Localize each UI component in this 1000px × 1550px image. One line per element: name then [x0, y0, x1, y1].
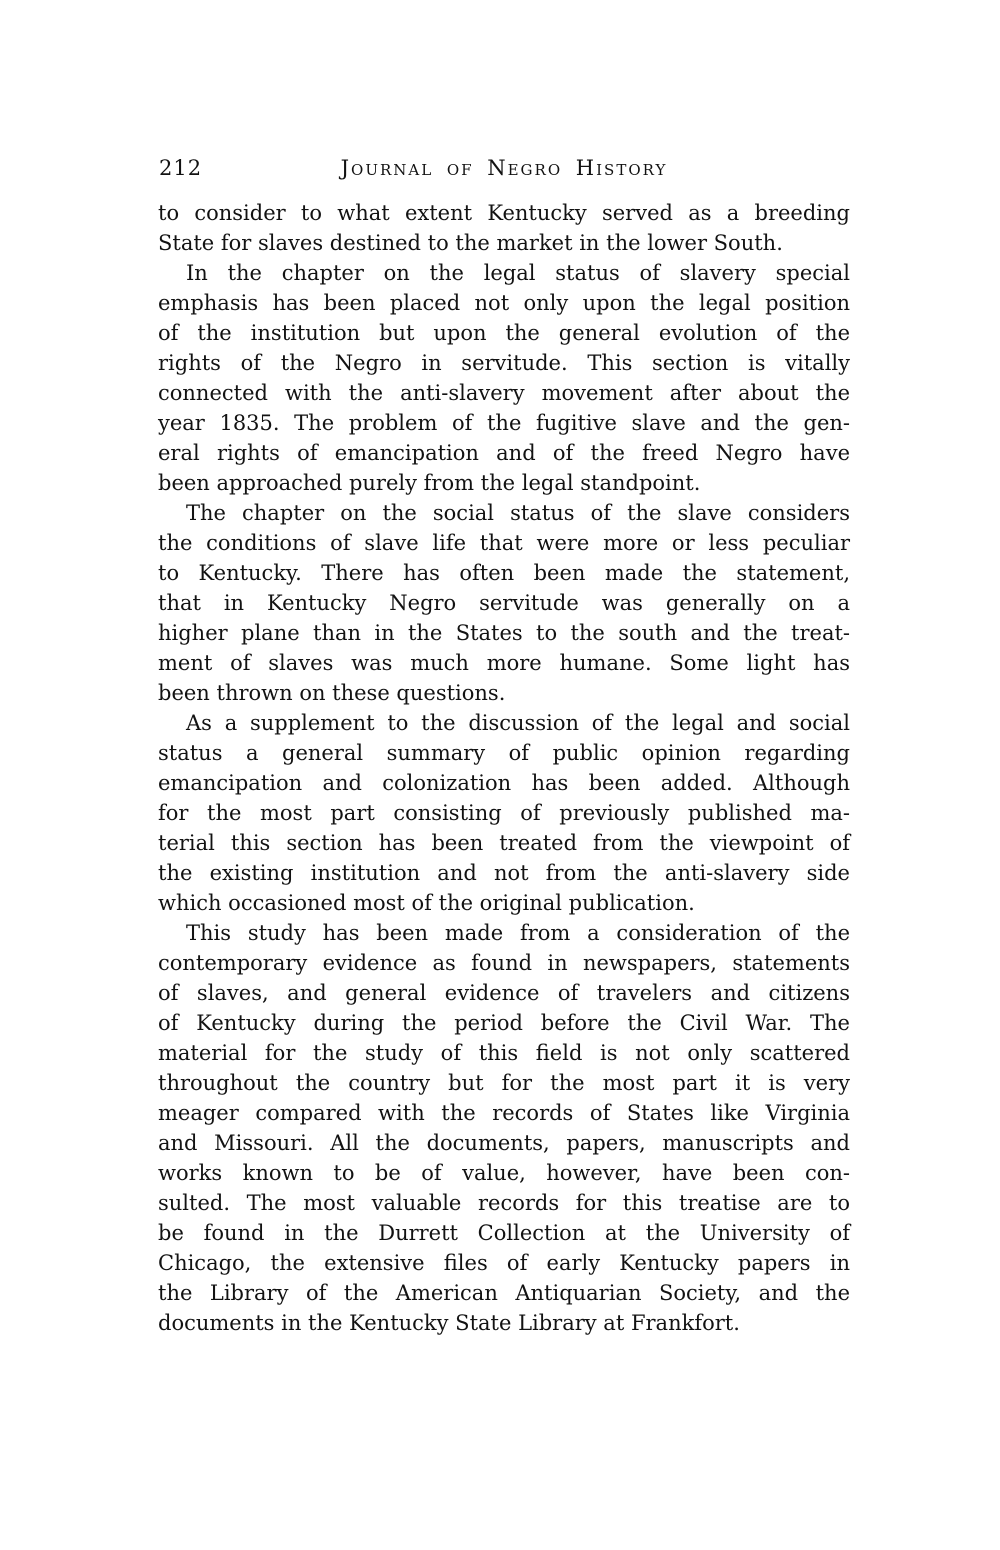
text-line: throughout the country but for the most part it is very: [158, 1071, 850, 1095]
text-line: and Missouri. All the documents, papers, manuscripts and: [158, 1131, 850, 1155]
page-number: 212: [159, 156, 203, 180]
text-line: of slaves, and general evidence of travelers and citizens: [158, 981, 850, 1005]
text-line: the conditions of slave life that were more or less peculiar: [158, 531, 850, 555]
text-line: the Library of the American Antiquarian Society, and the: [158, 1281, 850, 1305]
text-line: rights of the Negro in servitude. This section is vitally: [158, 351, 850, 375]
page-header: [158, 156, 850, 186]
text-line: meager compared with the records of States like Virginia: [158, 1101, 850, 1125]
text-line: ment of slaves was much more humane. Some light has: [158, 651, 850, 675]
running-head: Journal of Negro History: [340, 156, 668, 180]
text-line: of the institution but upon the general evolution of the: [158, 321, 850, 345]
text-line: This study has been made from a consideration of the: [186, 921, 850, 945]
text-line: documents in the Kentucky State Library at Frankfort.: [158, 1311, 740, 1335]
paragraph: [158, 918, 850, 1338]
text-line: for the most part consisting of previously published ma-: [158, 801, 850, 825]
text-line: connected with the anti-slavery movement after about the: [158, 381, 850, 405]
paragraph: [158, 258, 850, 498]
paragraph: [158, 198, 850, 258]
paragraph: [158, 498, 850, 708]
text-line: that in Kentucky Negro servitude was generally on a: [158, 591, 850, 615]
text-line: year 1835. The problem of the fugitive slave and the gen-: [158, 411, 850, 435]
text-line: Chicago, the extensive files of early Kentucky papers in: [158, 1251, 850, 1275]
text-line: In the chapter on the legal status of slavery special: [186, 261, 850, 285]
page-body: [158, 198, 850, 1338]
text-line: works known to be of value, however, have been con-: [158, 1161, 850, 1185]
text-line: which occasioned most of the original publication.: [158, 891, 695, 915]
text-line: The chapter on the social status of the slave considers: [186, 501, 850, 525]
text-line: been approached purely from the legal standpoint.: [158, 471, 701, 495]
text-line: eral rights of emancipation and of the freed Negro have: [158, 441, 850, 465]
paragraph: [158, 708, 850, 918]
text-line: sulted. The most valuable records for this treatise are to: [158, 1191, 850, 1215]
text-line: higher plane than in the States to the south and the treat-: [158, 621, 850, 645]
text-line: status a general summary of public opinion regarding: [158, 741, 850, 765]
text-line: of Kentucky during the period before the Civil War. The: [158, 1011, 850, 1035]
text-line: to consider to what extent Kentucky served as a breeding: [158, 201, 850, 225]
text-line: the existing institution and not from the anti-slavery side: [158, 861, 850, 885]
text-line: emancipation and colonization has been added. Although: [158, 771, 850, 795]
text-line: As a supplement to the discussion of the legal and social: [186, 711, 850, 735]
text-line: been thrown on these questions.: [158, 681, 506, 705]
text-line: State for slaves destined to the market in the lower South.: [158, 231, 783, 255]
text-line: material for the study of this field is not only scattered: [158, 1041, 850, 1065]
text-line: emphasis has been placed not only upon the legal position: [158, 291, 850, 315]
text-line: to Kentucky. There has often been made the statement,: [158, 561, 850, 585]
text-line: be found in the Durrett Collection at the University of: [158, 1221, 850, 1245]
text-line: terial this section has been treated from the viewpoint of: [158, 831, 850, 855]
text-line: contemporary evidence as found in newspapers, statements: [158, 951, 850, 975]
